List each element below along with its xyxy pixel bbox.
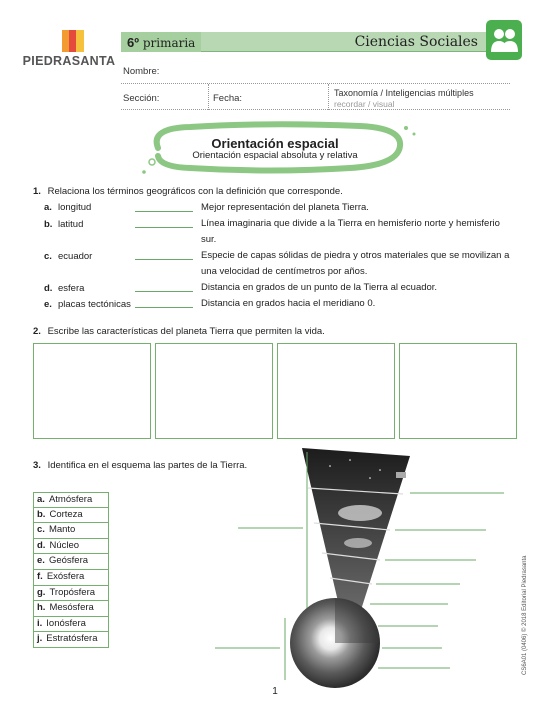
answer-blank[interactable]	[135, 291, 193, 292]
answer-blank[interactable]	[135, 227, 193, 228]
question-prompt: Escribe las características del planeta Tierra que permiten la vida.	[47, 326, 325, 337]
part-name: Tropósfera	[49, 586, 96, 598]
list-item	[33, 601, 109, 617]
header-bar	[121, 32, 510, 52]
part-letter: a.	[37, 494, 45, 505]
definition: Mejor representación del planeta Tierra.	[201, 202, 369, 213]
list-item	[33, 492, 109, 508]
list-item	[33, 632, 109, 648]
divider	[208, 84, 209, 110]
logo-text: PIEDRASANTA	[22, 54, 116, 68]
definition: Distancia en grados hacia el meridiano 0.	[201, 298, 376, 309]
publisher-logo	[14, 28, 124, 72]
answer-blank[interactable]	[135, 259, 193, 260]
part-letter: f.	[37, 570, 43, 582]
answer-blank[interactable]	[135, 307, 193, 308]
term-item	[44, 202, 91, 213]
atmosphere-layers	[302, 448, 410, 613]
part-name: Geósfera	[48, 555, 89, 567]
definition: Línea imaginaria que divide a la Tierra en hemisferio norte y hemisferio sur.	[201, 218, 500, 245]
part-letter: e.	[37, 555, 45, 567]
definition: Distancia en grados de un punto de la Tierra al ecuador.	[201, 282, 438, 293]
term-text: longitud	[58, 202, 92, 213]
answer-box[interactable]	[277, 343, 395, 439]
term-item	[44, 251, 92, 262]
part-letter: h.	[37, 602, 46, 614]
term-letter: e.	[44, 299, 52, 310]
divider	[328, 84, 329, 110]
grade-label	[127, 35, 195, 50]
part-name: Mesósfera	[49, 602, 94, 614]
part-letter: j.	[37, 633, 43, 645]
term-item	[44, 283, 84, 294]
part-letter: c.	[37, 524, 45, 536]
term-letter: a.	[44, 202, 52, 213]
part-name: Manto	[48, 524, 76, 536]
grade-box	[121, 32, 201, 52]
answer-box[interactable]	[33, 343, 151, 439]
term-text: placas tectónicas	[58, 299, 131, 310]
students-icon	[486, 20, 522, 60]
cloud-shape	[338, 505, 382, 521]
list-item	[33, 554, 109, 570]
term-letter: c.	[44, 251, 52, 262]
list-item	[33, 586, 109, 602]
part-name: Núcleo	[49, 539, 80, 551]
cloud-shape	[344, 538, 372, 548]
part-letter: i.	[37, 617, 43, 629]
question-2	[33, 326, 325, 337]
term-letter: d.	[44, 283, 53, 294]
list-item	[33, 523, 109, 539]
term-letter: b.	[44, 219, 53, 230]
taxonomy-values: recordar / visual	[334, 99, 395, 109]
question-prompt: Identifica en el esquema las partes de la Tierra.	[47, 460, 248, 471]
term-text: latitud	[58, 219, 84, 230]
question-number: 1.	[33, 186, 41, 197]
copyright-note: CS6A01 (0406) © 2018 Editorial Piedrasanta	[522, 555, 528, 675]
satellite-icon	[396, 472, 406, 478]
list-item	[33, 539, 109, 555]
taxonomy-label: Taxonomía / Inteligencias múltiples	[334, 88, 474, 98]
earth-cutaway	[335, 598, 380, 643]
list-item	[33, 508, 109, 524]
grade-level: primaria	[142, 36, 196, 50]
question-prompt: Relaciona los términos geográficos con la definición que corresponde.	[47, 186, 343, 197]
term-text: ecuador	[58, 251, 93, 262]
part-name: Corteza	[49, 508, 83, 520]
term-item	[44, 299, 131, 310]
answer-box[interactable]	[399, 343, 517, 439]
earth-parts-list	[33, 492, 109, 648]
answer-box[interactable]	[155, 343, 273, 439]
definition: Especie de capas sólidas de piedra y otros materiales que se movilizan a una velocidad de centímetros por años.	[201, 250, 510, 277]
part-letter: g.	[37, 586, 46, 598]
page-subtitle: Orientación espacial absoluta y relativa	[192, 150, 358, 161]
part-name: Ionósfera	[46, 617, 86, 629]
part-letter: b.	[37, 508, 46, 520]
subject-title: Ciencias Sociales	[354, 34, 478, 50]
question-1	[33, 186, 343, 197]
page-title: Orientación espacial	[211, 136, 339, 151]
answer-blank[interactable]	[135, 211, 193, 212]
part-letter: d.	[37, 539, 46, 551]
date-label: Fecha:	[213, 93, 243, 104]
grade-number: 6º	[127, 35, 139, 50]
question-number: 2.	[33, 326, 41, 337]
term-item	[44, 219, 83, 230]
list-item	[33, 617, 109, 633]
list-item	[33, 570, 109, 586]
earth-layers-diagram	[210, 448, 510, 688]
part-name: Exósfera	[46, 570, 85, 582]
term-text: esfera	[58, 283, 85, 294]
name-row	[121, 58, 510, 84]
name-label: Nombre:	[123, 66, 160, 77]
section-label: Sección:	[123, 93, 160, 104]
part-name: Estratósfera	[46, 633, 98, 645]
section-row	[121, 84, 510, 110]
book-logo-icon	[62, 30, 84, 52]
question-number: 3.	[33, 460, 41, 471]
page-number: 1	[272, 686, 278, 697]
part-name: Atmósfera	[48, 494, 93, 505]
